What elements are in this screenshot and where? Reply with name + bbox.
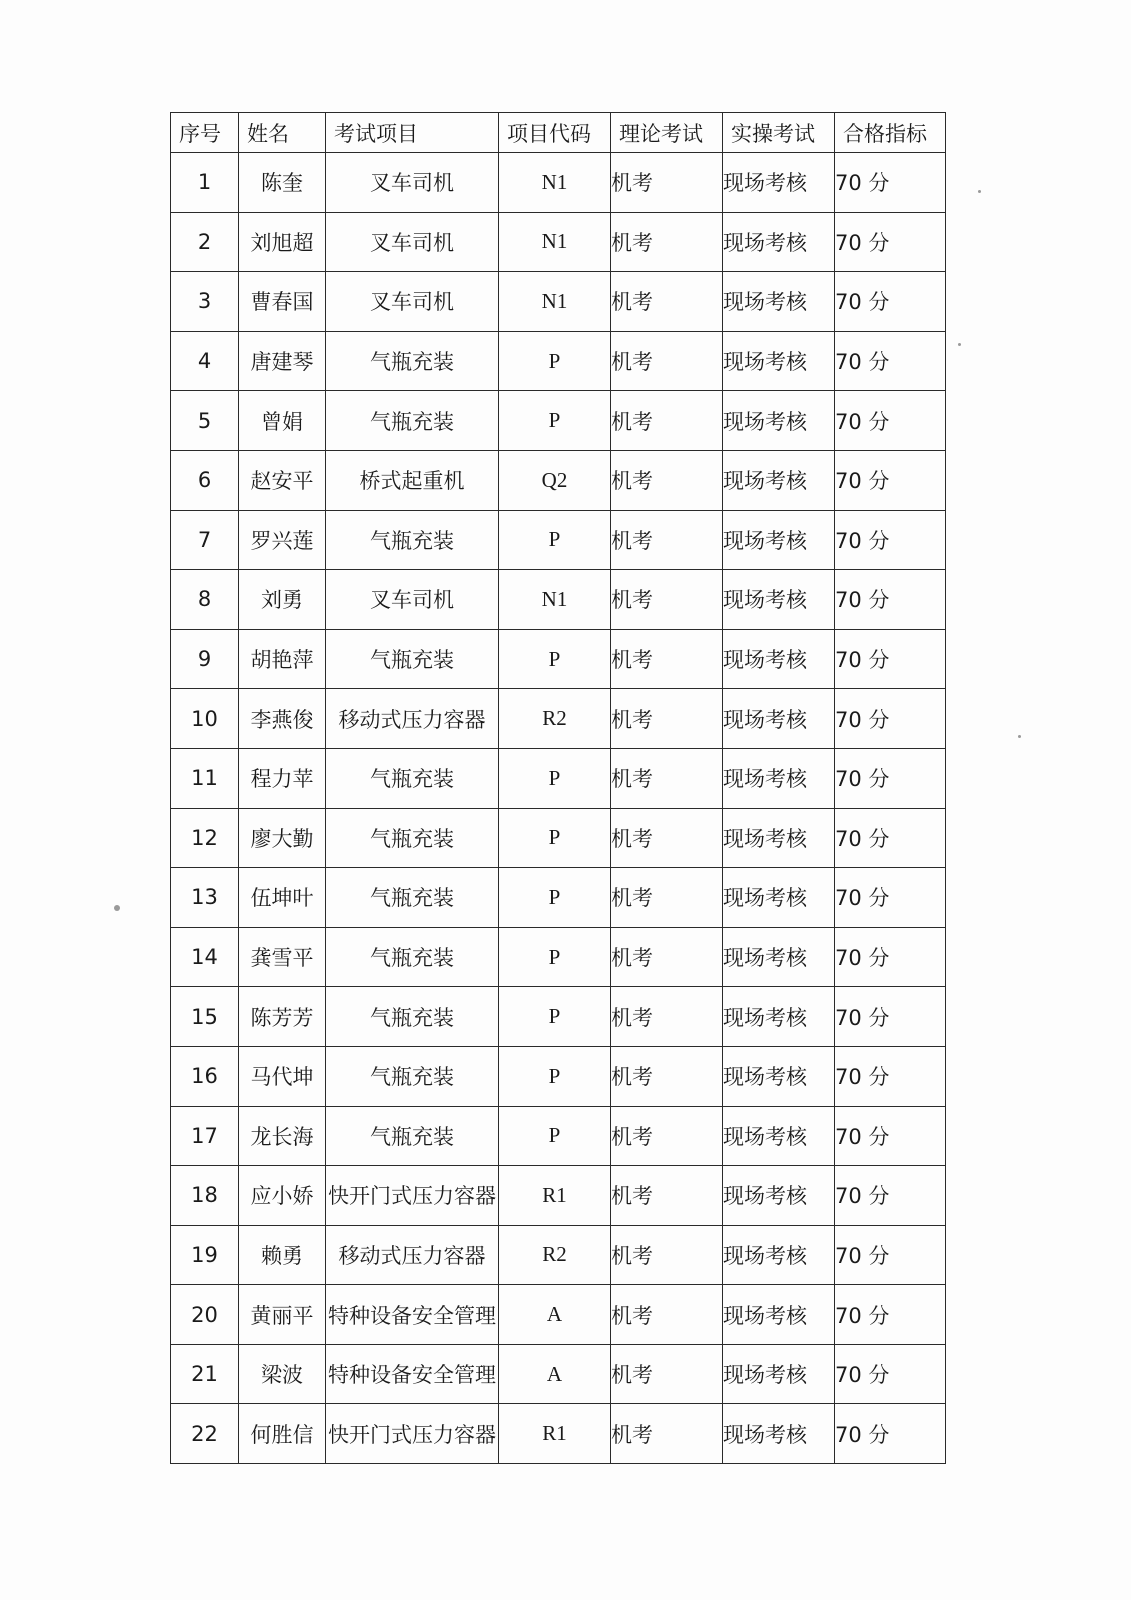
cell-name: 龚雪平 — [239, 927, 326, 987]
cell-name: 黄丽平 — [239, 1285, 326, 1345]
cell-item-code: N1 — [499, 272, 611, 332]
cell-practical-exam: 现场考核 — [723, 153, 835, 213]
cell-theory-exam: 机考 — [611, 1225, 723, 1285]
cell-item-code: P — [499, 808, 611, 868]
cell-seq: 20 — [171, 1285, 239, 1345]
cell-name: 何胜信 — [239, 1404, 326, 1464]
cell-exam-item: 叉车司机 — [326, 153, 499, 213]
cell-name: 李燕俊 — [239, 689, 326, 749]
table-row — [171, 1285, 946, 1345]
table-row — [171, 1404, 946, 1464]
cell-name: 刘勇 — [239, 570, 326, 630]
cell-item-code: P — [499, 868, 611, 928]
cell-seq: 8 — [171, 570, 239, 630]
cell-item-code: Q2 — [499, 450, 611, 510]
cell-theory-exam: 机考 — [611, 1046, 723, 1106]
cell-name: 刘旭超 — [239, 212, 326, 272]
cell-practical-exam: 现场考核 — [723, 212, 835, 272]
cell-item-code: A — [499, 1344, 611, 1404]
cell-pass-standard: 70 分 — [835, 272, 946, 332]
table-row — [171, 570, 946, 630]
cell-exam-item: 气瓶充装 — [326, 1046, 499, 1106]
cell-name: 赵安平 — [239, 450, 326, 510]
cell-practical-exam: 现场考核 — [723, 331, 835, 391]
cell-theory-exam: 机考 — [611, 272, 723, 332]
cell-exam-item: 特种设备安全管理 — [326, 1344, 499, 1404]
cell-item-code: R2 — [499, 689, 611, 749]
cell-theory-exam: 机考 — [611, 1404, 723, 1464]
header-exam-item: 考试项目 — [326, 113, 499, 153]
cell-seq: 21 — [171, 1344, 239, 1404]
cell-theory-exam: 机考 — [611, 212, 723, 272]
cell-exam-item: 气瓶充装 — [326, 629, 499, 689]
cell-pass-standard: 70 分 — [835, 1285, 946, 1345]
cell-name: 龙长海 — [239, 1106, 326, 1166]
cell-exam-item: 叉车司机 — [326, 570, 499, 630]
cell-item-code: N1 — [499, 153, 611, 213]
cell-practical-exam: 现场考核 — [723, 510, 835, 570]
cell-exam-item: 气瓶充装 — [326, 808, 499, 868]
cell-name: 应小娇 — [239, 1166, 326, 1226]
table-row — [171, 1106, 946, 1166]
cell-pass-standard: 70 分 — [835, 1404, 946, 1464]
cell-exam-item: 气瓶充装 — [326, 391, 499, 451]
cell-item-code: R2 — [499, 1225, 611, 1285]
cell-item-code: N1 — [499, 212, 611, 272]
cell-pass-standard: 70 分 — [835, 927, 946, 987]
cell-name: 伍坤叶 — [239, 868, 326, 928]
cell-pass-standard: 70 分 — [835, 1106, 946, 1166]
cell-pass-standard: 70 分 — [835, 212, 946, 272]
cell-name: 程力苹 — [239, 748, 326, 808]
cell-name: 陈芳芳 — [239, 987, 326, 1047]
cell-pass-standard: 70 分 — [835, 1046, 946, 1106]
table-row — [171, 1344, 946, 1404]
cell-name: 陈奎 — [239, 153, 326, 213]
table-row — [171, 1046, 946, 1106]
cell-name: 廖大勤 — [239, 808, 326, 868]
table-row — [171, 212, 946, 272]
cell-practical-exam: 现场考核 — [723, 450, 835, 510]
cell-exam-item: 特种设备安全管理 — [326, 1285, 499, 1345]
table-row — [171, 748, 946, 808]
table-row — [171, 689, 946, 749]
cell-pass-standard: 70 分 — [835, 629, 946, 689]
cell-exam-item: 移动式压力容器 — [326, 689, 499, 749]
cell-seq: 1 — [171, 153, 239, 213]
cell-seq: 9 — [171, 629, 239, 689]
cell-theory-exam: 机考 — [611, 748, 723, 808]
cell-pass-standard: 70 分 — [835, 570, 946, 630]
cell-seq: 16 — [171, 1046, 239, 1106]
cell-pass-standard: 70 分 — [835, 1166, 946, 1226]
cell-pass-standard: 70 分 — [835, 450, 946, 510]
cell-seq: 12 — [171, 808, 239, 868]
table-row — [171, 510, 946, 570]
cell-exam-item: 桥式起重机 — [326, 450, 499, 510]
table-row — [171, 272, 946, 332]
cell-exam-item: 气瓶充装 — [326, 331, 499, 391]
cell-seq: 10 — [171, 689, 239, 749]
cell-pass-standard: 70 分 — [835, 748, 946, 808]
cell-pass-standard: 70 分 — [835, 1344, 946, 1404]
cell-theory-exam: 机考 — [611, 450, 723, 510]
cell-theory-exam: 机考 — [611, 808, 723, 868]
cell-seq: 18 — [171, 1166, 239, 1226]
cell-exam-item: 气瓶充装 — [326, 987, 499, 1047]
cell-seq: 11 — [171, 748, 239, 808]
scan-speck — [978, 190, 981, 193]
scan-speck — [958, 343, 961, 346]
cell-pass-standard: 70 分 — [835, 331, 946, 391]
cell-practical-exam: 现场考核 — [723, 689, 835, 749]
table-row — [171, 629, 946, 689]
cell-name: 梁波 — [239, 1344, 326, 1404]
cell-practical-exam: 现场考核 — [723, 1225, 835, 1285]
cell-seq: 22 — [171, 1404, 239, 1464]
cell-seq: 14 — [171, 927, 239, 987]
cell-exam-item: 快开门式压力容器 — [326, 1166, 499, 1226]
table-row — [171, 927, 946, 987]
cell-item-code: N1 — [499, 570, 611, 630]
cell-theory-exam: 机考 — [611, 510, 723, 570]
cell-theory-exam: 机考 — [611, 153, 723, 213]
table-row — [171, 868, 946, 928]
cell-exam-item: 气瓶充装 — [326, 748, 499, 808]
header-practical-exam: 实操考试 — [723, 113, 835, 153]
cell-pass-standard: 70 分 — [835, 391, 946, 451]
cell-theory-exam: 机考 — [611, 391, 723, 451]
cell-theory-exam: 机考 — [611, 629, 723, 689]
cell-pass-standard: 70 分 — [835, 1225, 946, 1285]
cell-name: 胡艳萍 — [239, 629, 326, 689]
cell-name: 罗兴莲 — [239, 510, 326, 570]
exam-roster-table — [170, 112, 946, 1464]
header-item-code: 项目代码 — [499, 113, 611, 153]
cell-item-code: P — [499, 927, 611, 987]
table-row — [171, 1166, 946, 1226]
table-body — [171, 153, 946, 1464]
cell-exam-item: 气瓶充装 — [326, 927, 499, 987]
cell-exam-item: 移动式压力容器 — [326, 1225, 499, 1285]
cell-pass-standard: 70 分 — [835, 689, 946, 749]
cell-practical-exam: 现场考核 — [723, 1106, 835, 1166]
cell-practical-exam: 现场考核 — [723, 1166, 835, 1226]
cell-item-code: R1 — [499, 1404, 611, 1464]
cell-exam-item: 气瓶充装 — [326, 868, 499, 928]
cell-theory-exam: 机考 — [611, 1106, 723, 1166]
cell-theory-exam: 机考 — [611, 570, 723, 630]
scan-speck — [114, 905, 120, 911]
cell-practical-exam: 现场考核 — [723, 391, 835, 451]
cell-name: 曾娟 — [239, 391, 326, 451]
cell-name: 曹春国 — [239, 272, 326, 332]
cell-exam-item: 气瓶充装 — [326, 510, 499, 570]
cell-exam-item: 叉车司机 — [326, 212, 499, 272]
table-row — [171, 331, 946, 391]
cell-practical-exam: 现场考核 — [723, 748, 835, 808]
cell-practical-exam: 现场考核 — [723, 868, 835, 928]
cell-practical-exam: 现场考核 — [723, 927, 835, 987]
cell-item-code: P — [499, 987, 611, 1047]
header-pass-standard: 合格指标 — [835, 113, 946, 153]
table-row — [171, 1225, 946, 1285]
header-name: 姓名 — [239, 113, 326, 153]
cell-pass-standard: 70 分 — [835, 153, 946, 213]
cell-seq: 4 — [171, 331, 239, 391]
cell-seq: 17 — [171, 1106, 239, 1166]
cell-practical-exam: 现场考核 — [723, 272, 835, 332]
table-header-row — [171, 113, 946, 153]
cell-item-code: P — [499, 510, 611, 570]
cell-seq: 5 — [171, 391, 239, 451]
cell-seq: 15 — [171, 987, 239, 1047]
table-row — [171, 391, 946, 451]
cell-seq: 13 — [171, 868, 239, 928]
cell-practical-exam: 现场考核 — [723, 629, 835, 689]
cell-theory-exam: 机考 — [611, 927, 723, 987]
cell-practical-exam: 现场考核 — [723, 570, 835, 630]
cell-theory-exam: 机考 — [611, 1344, 723, 1404]
header-theory-exam: 理论考试 — [611, 113, 723, 153]
cell-name: 马代坤 — [239, 1046, 326, 1106]
cell-exam-item: 快开门式压力容器 — [326, 1404, 499, 1464]
cell-theory-exam: 机考 — [611, 1285, 723, 1345]
cell-theory-exam: 机考 — [611, 1166, 723, 1226]
cell-seq: 2 — [171, 212, 239, 272]
cell-practical-exam: 现场考核 — [723, 987, 835, 1047]
cell-item-code: P — [499, 391, 611, 451]
cell-theory-exam: 机考 — [611, 689, 723, 749]
cell-pass-standard: 70 分 — [835, 808, 946, 868]
cell-theory-exam: 机考 — [611, 331, 723, 391]
cell-practical-exam: 现场考核 — [723, 1404, 835, 1464]
table-row — [171, 987, 946, 1047]
cell-item-code: P — [499, 629, 611, 689]
header-seq: 序号 — [171, 113, 239, 153]
table-row — [171, 153, 946, 213]
cell-exam-item: 气瓶充装 — [326, 1106, 499, 1166]
cell-practical-exam: 现场考核 — [723, 1046, 835, 1106]
cell-item-code: R1 — [499, 1166, 611, 1226]
cell-theory-exam: 机考 — [611, 868, 723, 928]
cell-pass-standard: 70 分 — [835, 868, 946, 928]
table-row — [171, 808, 946, 868]
cell-seq: 6 — [171, 450, 239, 510]
cell-practical-exam: 现场考核 — [723, 1285, 835, 1345]
cell-practical-exam: 现场考核 — [723, 1344, 835, 1404]
cell-practical-exam: 现场考核 — [723, 808, 835, 868]
cell-item-code: P — [499, 331, 611, 391]
cell-name: 唐建琴 — [239, 331, 326, 391]
cell-exam-item: 叉车司机 — [326, 272, 499, 332]
scan-speck — [1018, 735, 1021, 738]
table-row — [171, 450, 946, 510]
cell-pass-standard: 70 分 — [835, 510, 946, 570]
cell-pass-standard: 70 分 — [835, 987, 946, 1047]
cell-item-code: P — [499, 748, 611, 808]
cell-item-code: P — [499, 1106, 611, 1166]
cell-name: 赖勇 — [239, 1225, 326, 1285]
cell-theory-exam: 机考 — [611, 987, 723, 1047]
cell-seq: 7 — [171, 510, 239, 570]
cell-item-code: A — [499, 1285, 611, 1345]
cell-item-code: P — [499, 1046, 611, 1106]
cell-seq: 19 — [171, 1225, 239, 1285]
cell-seq: 3 — [171, 272, 239, 332]
